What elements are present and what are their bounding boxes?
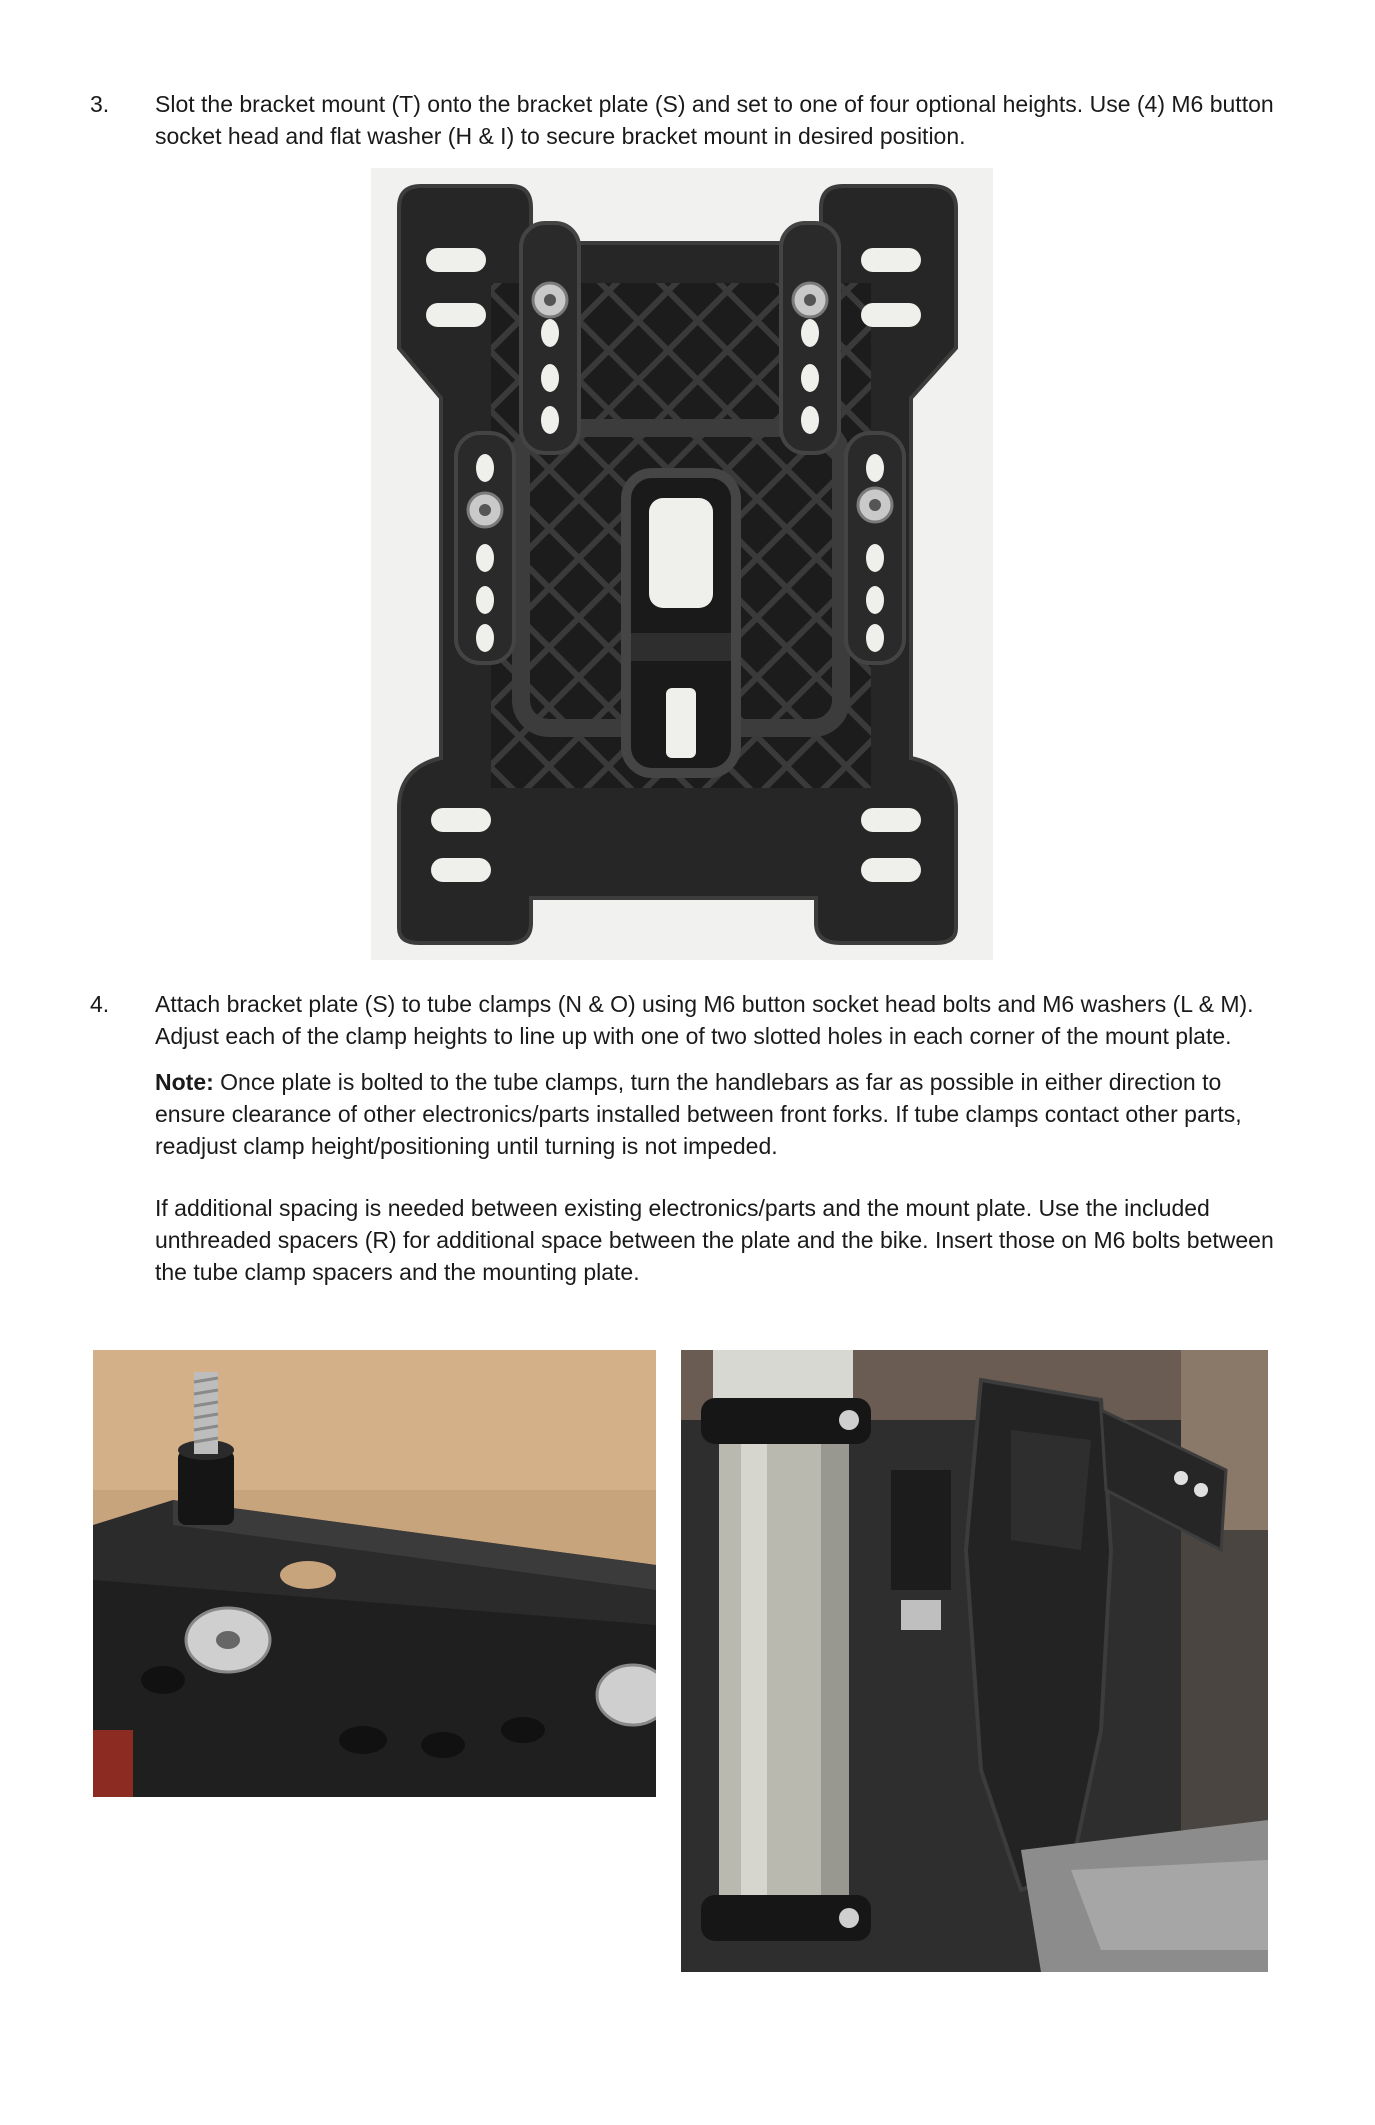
note-label: Note: <box>155 1069 214 1095</box>
spacer-closeup-photo <box>93 1350 656 1797</box>
step-number: 3. <box>90 91 110 117</box>
spacer-paragraph: If additional spacing is needed between existing electronics/parts and the mount plate. Use the included unthreaded spacers (R) for additional space between the plate and the bike. Insert those on M6 bolts between the tube clamp spacers and the mounting plate. <box>155 1195 1274 1285</box>
step-text: Slot the bracket mount (T) onto the bracket plate (S) and set to one of four optional heights. Use (4) M6 button socket head and flat washer (H & I) to secure bracket mount in desired position. <box>155 91 1274 149</box>
step-text: Attach bracket plate (S) to tube clamps (N & O) using M6 button socket head bolts and M6 washers (L & M). Adjust each of the clamp heights to line up with one of two slotted holes in each corner of the mount plate. <box>155 991 1254 1049</box>
step-4 <box>90 988 1290 1288</box>
step-number: 4. <box>90 991 110 1017</box>
bracket-plate-photo <box>371 168 993 960</box>
installed-on-bike-photo <box>681 1350 1268 1972</box>
step-3 <box>90 88 1290 152</box>
note-paragraph <box>155 1066 1290 1162</box>
note-text: Once plate is bolted to the tube clamps, turn the handlebars as far as possible in either direction to ensure clearance of other electronics/parts installed between front forks. If tube clamps contact other parts, readjust clamp height/positioning until turning is not impeded. <box>155 1069 1242 1159</box>
